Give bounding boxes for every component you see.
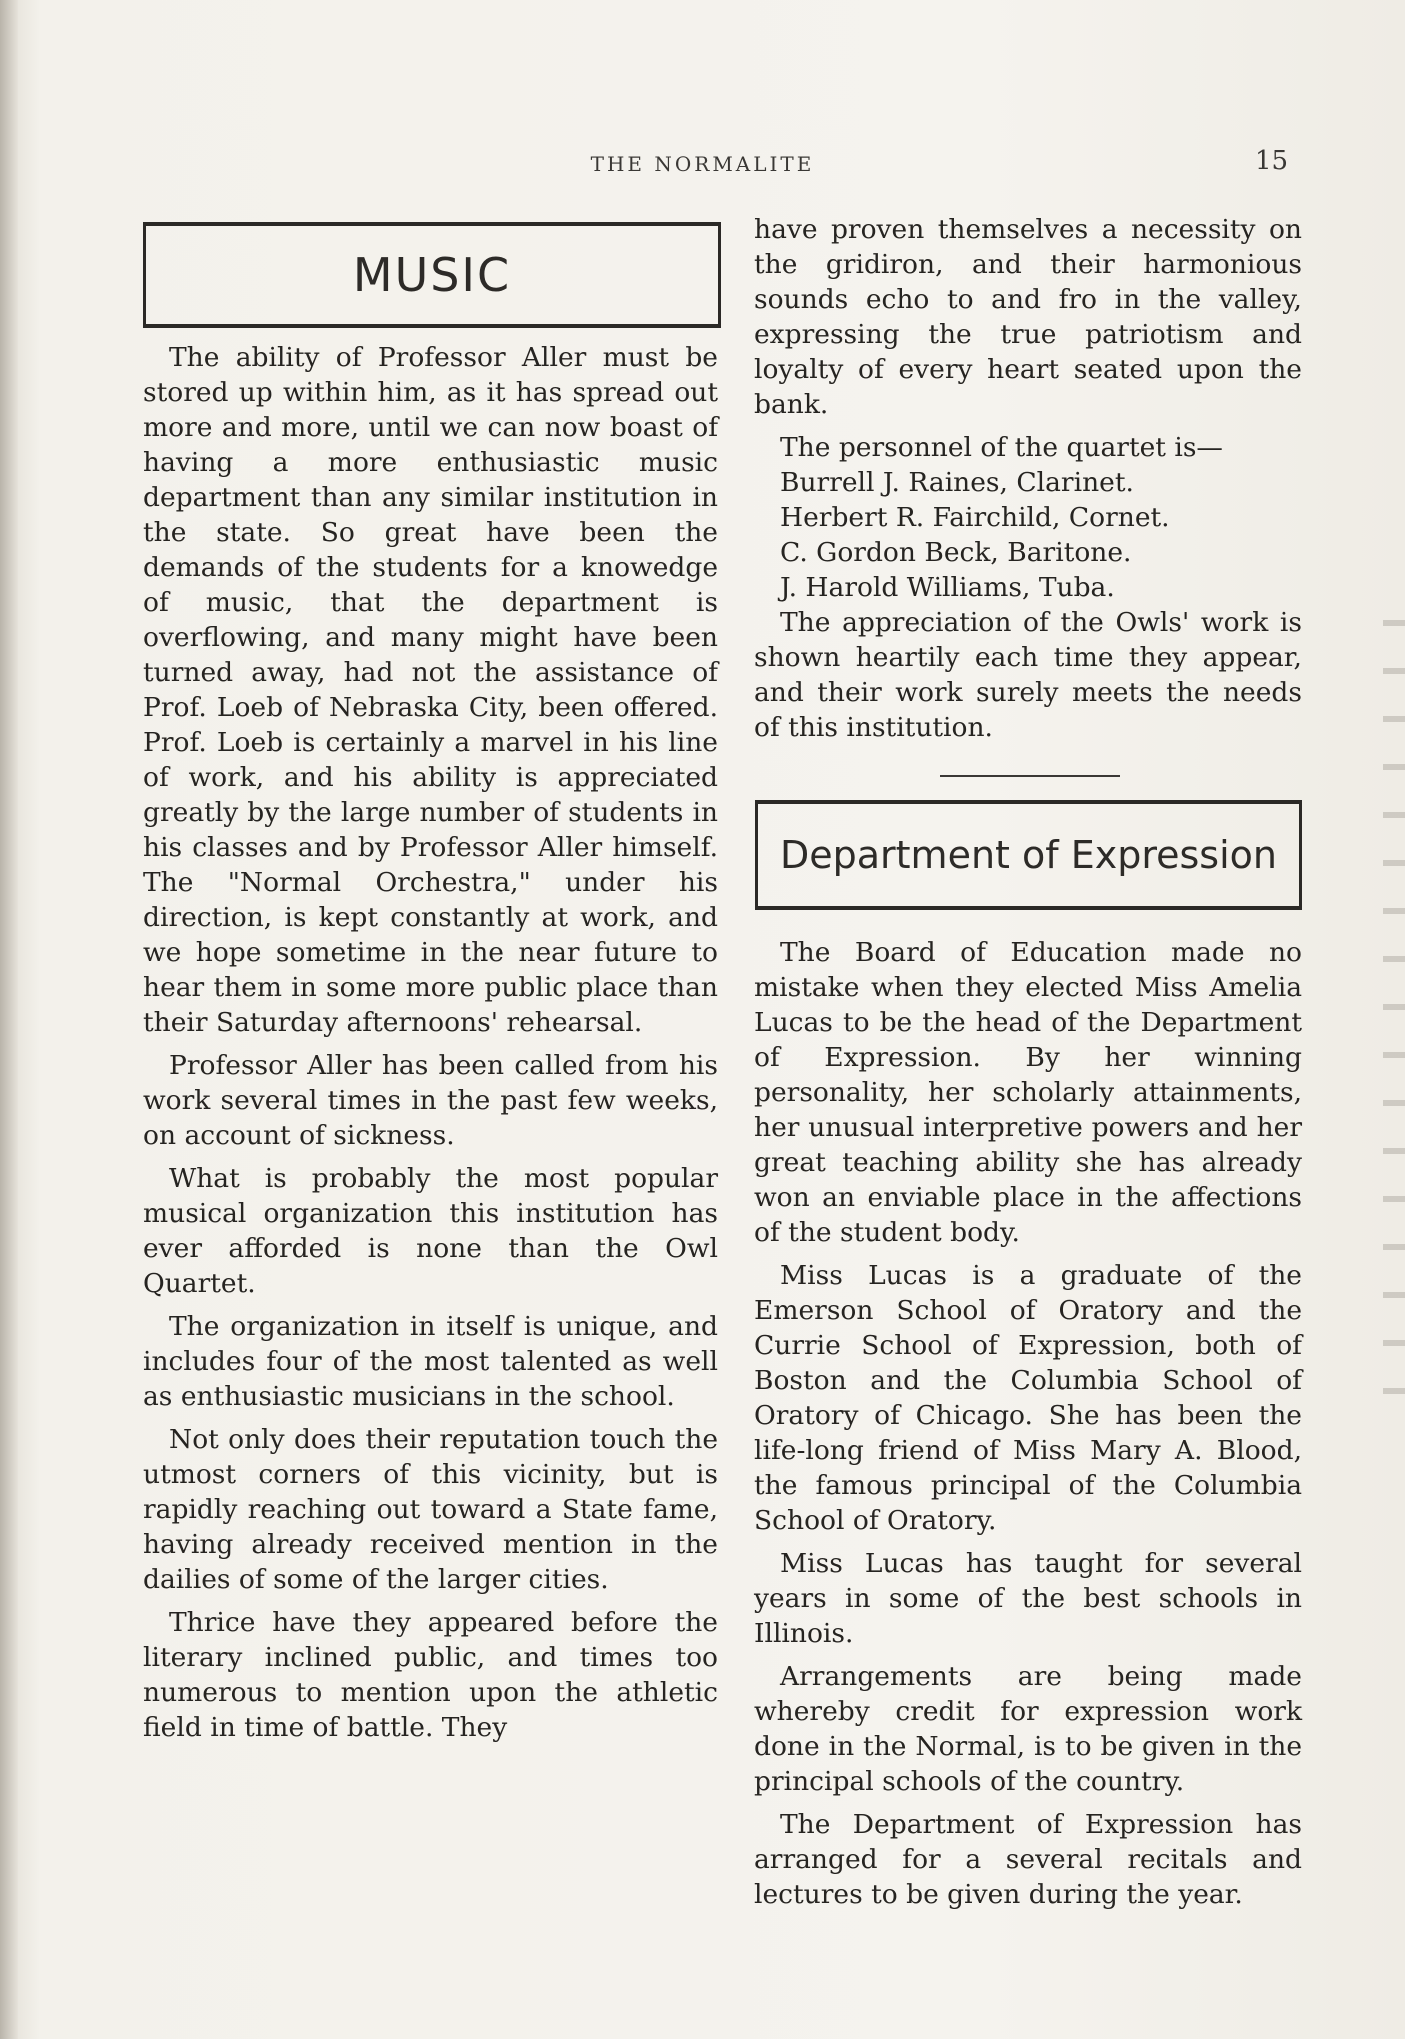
binding-shadow [0, 0, 18, 2039]
expression-paragraph-3: Miss Lucas has taught for several years in some of the best schools in Illinois. [754, 1548, 1302, 1649]
music-paragraph-3: What is probably the most popular musical organization this institution has ever afforded is none than the Owl Quartet. [143, 1163, 718, 1299]
page-number: 15 [1255, 146, 1289, 176]
section-divider [940, 775, 1120, 777]
music-continuation: have proven themselves a necessity on the gridiron, and their harmonious sounds echo to and fro in the valley, expressing the true patriotism and loyalty of every heart seated upon the bank. [754, 214, 1302, 420]
music-heading: MUSIC [143, 222, 721, 328]
personnel-item: Burrell J. Raines, Clarinet. [780, 467, 1134, 498]
page-edge [1383, 620, 1405, 1420]
music-paragraph-6: Thrice have they appeared before the literary inclined public, and times too numerous to mention upon the athletic field in time of battle. They [143, 1607, 718, 1743]
running-title: THE NORMALITE [590, 152, 815, 176]
expression-paragraph-4: Arrangements are being made whereby credit for expression work done in the Normal, is to be given in the principal schools of the country. [754, 1661, 1302, 1797]
expression-column [754, 935, 1302, 1920]
personnel-intro: The personnel of the quartet is— [780, 432, 1223, 463]
expression-paragraph-2: Miss Lucas is a graduate of the Emerson School of Oratory and the Currie School of Expression, both of Boston and the Columbia School of Oratory of Chicago. She has been the life-long friend of Miss Mary A. Blood, the famous principal of the Columbia School of Oratory. [754, 1260, 1302, 1536]
music-paragraph-4: The organization in itself is unique, and includes four of the most talented as well as enthusiastic musicians in the school. [143, 1311, 718, 1412]
music-continuation-column [754, 212, 1302, 753]
personnel-item: Herbert R. Fairchild, Cornet. [780, 502, 1170, 533]
music-paragraph-5: Not only does their reputation touch the utmost corners of this vicinity, but is rapidly reaching out toward a State fame, having already received mention in the dailies of some of the larger cities. [143, 1424, 718, 1595]
expression-paragraph-1: The Board of Education made no mistake when they elected Miss Amelia Lucas to be the head of the Department of Expression. By her winning personality, her scholarly attainments, her unusual interpretive powers and her great teaching ability she has already won an enviable place in the affections of the student body. [754, 937, 1302, 1248]
personnel-list [754, 465, 1302, 605]
expression-heading: Department of Expression [755, 800, 1302, 910]
music-column [143, 340, 718, 1753]
music-paragraph-2: Professor Aller has been called from his work several times in the past few weeks, on account of sickness. [143, 1050, 718, 1151]
personnel-item: J. Harold Williams, Tuba. [780, 572, 1115, 603]
expression-paragraph-5: The Department of Expression has arranged for a several recitals and lectures to be given during the year. [754, 1809, 1302, 1910]
personnel-item: C. Gordon Beck, Baritone. [780, 537, 1132, 568]
music-paragraph-1: The ability of Professor Aller must be stored up within him, as it has spread out more and more, until we can now boast of having a more enthusiastic music department than any similar institution in the state. So great have been the demands of the students for a knowedge of music, that the department is overflowing, and many might have been turned away, had not the assistance of Prof. Loeb of Nebraska City, been offered. Prof. Loeb is certainly a marvel in his line of work, and his ability is appreciated greatly by the large number of students in his classes and by Professor Aller himself. The "Normal Orchestra," under his direction, is kept constantly at work, and we hope sometime in the near future to hear them in some more public place than their Saturday afternoons' rehearsal. [143, 342, 718, 1038]
music-closing: The appreciation of the Owls' work is shown heartily each time they appear, and their work surely meets the needs of this institution. [754, 607, 1302, 743]
